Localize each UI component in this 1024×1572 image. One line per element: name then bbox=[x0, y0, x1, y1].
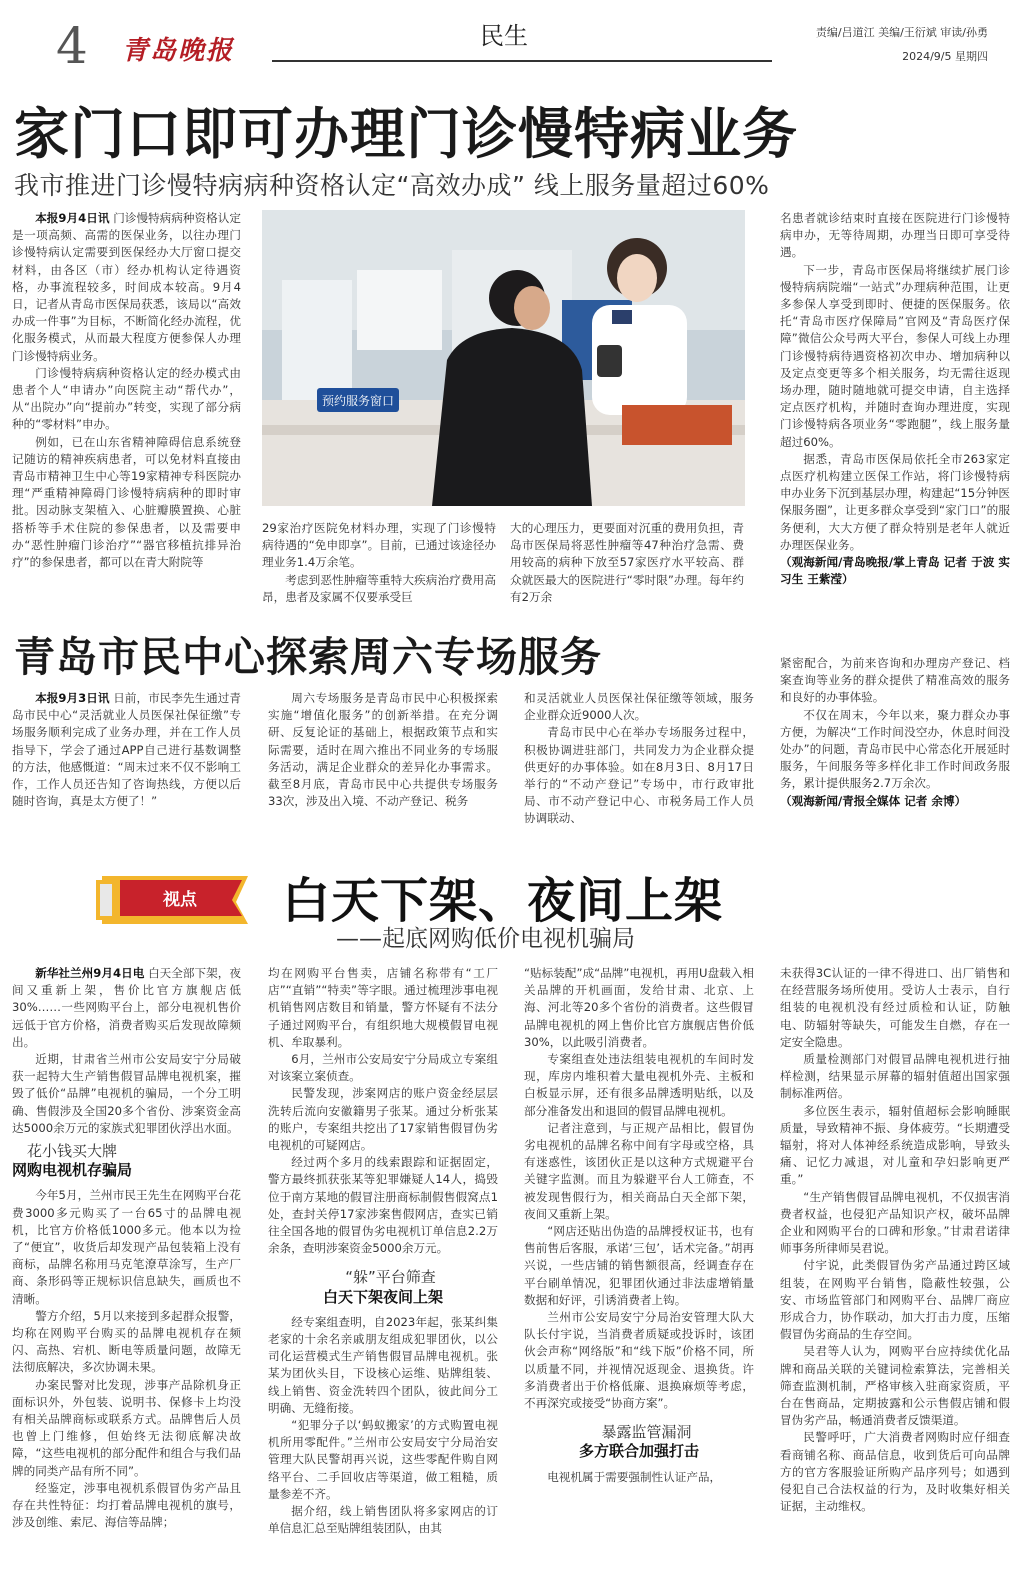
article3-col4-p1: 未获得3C认证的一律不得进口、出厂销售和在经营服务场所使用。受访人士表示，自行组装的电视机没有经过质检和认证，防触电、防辐射等缺失，可能发生自燃，存在一定安全隐患。 bbox=[780, 966, 1010, 1049]
article1-subheadline: 我市推进门诊慢特病病种资格认定“高效办成” 线上服务量超过60% bbox=[14, 171, 770, 200]
article3-col1-p4: 警方介绍，5月以来接到多起群众报警，均称在网购平台购买的品牌电视机存在频闪、高热、宕机、断电等质量问题，故障无法彻底解决，多次协调未果。 bbox=[12, 1308, 241, 1375]
article3-col2-p5: 经专案组查明，自2023年起，张某纠集老家的十余名亲戚朋友组成犯罪团伙，以公司化运营模式生产销售假冒品牌电视机。张某为团伙头目，下设核心运维、贴牌组装、线上销售、资金洗转四个团队，彼此间分工明确、无缝衔接。 bbox=[268, 1314, 498, 1415]
article3-col1-p2: 近期，甘肃省兰州市公安局安宁分局破获一起特大生产销售假冒品牌电视机案，摧毁了低价“品牌”电视机的骗局，一个分工明确、售假涉及全国20多个省份、涉案资金高达5000余万元的家族式犯罪团伙浮出水面。 bbox=[12, 1052, 241, 1135]
article1-col2-p1: 29家治疗医院免材料办理，实现了门诊慢特病待遇的“免申即享”。目前，已通过该途径办理业务1.4万余笔。 bbox=[262, 521, 496, 570]
article3-col2-p7: 据介绍，线上销售团队将多家网店的订单信息汇总至贴牌组装团队，由其 bbox=[268, 1504, 498, 1536]
article3-col4-p5: 付宇说，此类假冒伪劣产品通过跨区域组装，在网购平台销售，隐蔽性较强，公安、市场监管部门和网购平台、品牌厂商应形成合力，协作联动，加大打击力度，压缩假冒伪劣商品的生存空间。 bbox=[780, 1258, 1010, 1342]
article2-column-3 bbox=[524, 690, 754, 830]
article3-column-4 bbox=[780, 965, 1010, 1565]
article2-col2-p1: 周六专场服务是青岛市民中心积极探索实施“增值化服务”的创新举措。在充分调研、反复论证的基础上，根据政策节点和实际需要，适时在周六推出不同业务的专场服务活动，满足企业群众的差异化办事需求。截至8月底，青岛市民中心共提供专场服务33次，涉及出入境、不动产登记、税务 bbox=[268, 691, 498, 809]
dateline: 本报9月4日讯 bbox=[35, 211, 110, 225]
article3-col2-p2: 6月，兰州市公安局安宁分局成立专案组对该案立案侦查。 bbox=[268, 1052, 498, 1084]
article1-col1-p3: 例如，已在山东省精神障碍信息系统登记随访的精神疾病患者，可以免材料直接由青岛市精神卫生中心等19家精神专科医院办理“严重精神障碍门诊慢特病病种的即时审批。因动脉支架植入、心脏瓣膜置换、心脏搭桥等手术住院的参保患者，以及需要申办“恶性肿瘤门诊治疗”“器官移植抗排异治疗”的参保患者，都可以在青大附院等 bbox=[12, 434, 241, 570]
article3-headline: 白天下架、夜间上架 bbox=[282, 873, 724, 929]
editor-credits: 责编/吕道江 美编/王衍斌 审读/孙勇 bbox=[815, 26, 988, 39]
article3-col4-p7: 民警呼吁，广大消费者网购时应仔细查看商铺名称、商品信息，收到货后可向品牌方的官方客服验证所购产品序列号；如遇到侵犯自己合法权益的行为，及时收集好相关证据，主动维权。 bbox=[780, 1430, 1010, 1514]
article3-col4-p2: 质量检测部门对假冒品牌电视机进行抽样检测，结果显示屏幕的辐射值超出国家强制标准两倍。 bbox=[780, 1052, 1010, 1101]
article3-col2-p3: 民警发现，涉案网店的账户资金经层层洗转后流向安徽籍男子张某。通过分析张某的账户，专案组共挖出了17家销售假冒伪劣电视机的可疑网店。 bbox=[268, 1086, 498, 1153]
article1-column-4 bbox=[780, 210, 1010, 610]
article1-col1-p2: 门诊慢特病病种资格认定的经办模式由患者个人“申请办”向医院主动“帮代办”，从“出院办”向“提前办”转变，实现了部分病种的“零材料”申办。 bbox=[12, 365, 241, 432]
article3-col3-p6: 电视机属于需要强制性认证产品， bbox=[547, 1469, 722, 1484]
article3-col1-subhead-lead: 花小钱买大牌 bbox=[27, 1142, 118, 1161]
article3-col2-p4: 经过两个多月的线索跟踪和证据固定，警方最终抓获张某等犯罪嫌疑人14人，捣毁位于南方某地的假冒注册商标制假售假窝点1处，查封关停17家涉案售假网店，查实已销往全国各地的假冒伪劣电视机订单信息2.2万余条，查明涉案资金5000余万元。 bbox=[268, 1155, 498, 1256]
article1-col3-p1: 大的心理压力，更要面对沉重的费用负担，青岛市医保局将恶性肿瘤等47种治疗急需、费用较高的病种下放至57家医疗水平较高、群众就医最大的医院进行“零时限”办理。每年约有2万余 bbox=[510, 521, 744, 604]
article2-column-1 bbox=[12, 690, 241, 830]
article1-col4-p1: 名患者就诊结束时直接在医院进行门诊慢特病申办，无等待周期，办理当日即可享受待遇。 bbox=[780, 211, 1010, 260]
article1-headline: 家门口即可办理门诊慢特病业务 bbox=[14, 102, 799, 166]
page-number: 4 bbox=[56, 17, 88, 75]
article2-column-4 bbox=[780, 655, 1010, 830]
viewpoint-tag-banner bbox=[96, 870, 256, 928]
newspaper-logo: 青岛晚报 bbox=[122, 36, 235, 66]
article3-col1-p1-body: 白天全部下架，夜间又重新上架，售价比官方旗舰店低30%……一些网购平台上，部分电视机售价远低于官方价格，消费者购买后发现故障频出。 bbox=[12, 966, 241, 1049]
dateline: 本报9月3日讯 bbox=[35, 691, 110, 705]
article2-headline: 青岛市民中心探索周六专场服务 bbox=[14, 633, 602, 681]
article3-col3-p3: 记者注意到，与正规产品相比，假冒伪劣电视机的品牌名称中间有字母或空格，具有迷惑性，该团伙正是以这种方式规避平台关键字监测。而且为躲避平台人工筛查，不被发现售假行为，相关商品白天全部下架，夜间又重新上架。 bbox=[524, 1120, 754, 1221]
article1-column-1 bbox=[12, 210, 241, 610]
article1-column-2 bbox=[262, 520, 496, 612]
article2-col4-p2: 不仅在周末，今年以来，聚力群众办事方便，为解决“工作时间没空办，休息时间没处办”的问题，青岛市民中心常态化开展延时服务，午间服务等多样化非工作时间政务服务，累计提供服务2.7万余次。 bbox=[780, 707, 1010, 791]
article2-col1-p1-body: 日前，市民李先生通过青岛市民中心“灵活就业人员医保社保征缴”专场服务顺利完成了业务办理，并在工作人员指导下，学会了通过APP自己进行基数调整的方法，他感慨道：“周末过来不仅不影响工作，工作人员还告知了咨询热线，方便以后随时咨询，真是太方便了！” bbox=[12, 691, 241, 809]
article3-column-1 bbox=[12, 965, 241, 1565]
photo-sign-text: 预约服务窗口 bbox=[321, 394, 395, 408]
article3-col3-p1: “贴标装配”成“品牌”电视机，再用U盘载入相关品牌的开机画面，发给甘肃、北京、上海、河北等20多个省份的消费者。这些假冒品牌电视机的网上售价比官方旗舰店售价低30%，以此吸引消费者。 bbox=[524, 966, 754, 1049]
article2-col4-p1: 紧密配合，为前来咨询和办理房产登记、档案查询等业务的群众提供了精准高效的服务和良好的办事体验。 bbox=[780, 656, 1010, 705]
viewpoint-tag-text: 视点 bbox=[163, 890, 197, 910]
article1-byline: （观海新闻/青岛晚报/掌上青岛 记者 于波 实习生 王紫滢） bbox=[780, 555, 1010, 587]
article1-col4-p3: 据悉，青岛市医保局依托全市263家定点医疗机构建立医保工作站，将门诊慢特病申办业务下沉到基层办理，构建起“15分钟医保服务圈”，让更多群众享受到“家门口”的服务便利，大大方便了群众特别是老年人就近办理医保业务。 bbox=[780, 451, 1010, 552]
article3-col1-p3: 今年5月，兰州市民王先生在网购平台花费3000多元购买了一台65寸的品牌电视机，比官方价格低1000多元。他本以为捡了“便宜”，收货后却发现产品包装箱上没有商标，品牌名称用马克笔潦草涂写，生产厂商、条形码等正规标识信息缺失，画质也不清晰。 bbox=[12, 1188, 241, 1306]
article3-col4-p3: 多位医生表示，辐射值超标会影响睡眠质量，导致精神不振、身体疲劳。“长期遭受辐射，将对人体神经系统造成影响，导致头痛、记忆力减退，对儿童和孕妇影响更严重。” bbox=[780, 1103, 1010, 1187]
article3-column-2 bbox=[268, 965, 498, 1565]
article1-column-3 bbox=[510, 520, 744, 612]
article2-col3-p1: 和灵活就业人员医保社保征缴等领域，服务企业群众近9000人次。 bbox=[524, 691, 754, 723]
issue-date: 2024/9/5 星期四 bbox=[902, 50, 988, 63]
article3-col3-subhead-lead: 暴露监管漏洞 bbox=[601, 1423, 692, 1442]
article2-column-2 bbox=[268, 690, 498, 830]
article3-col1-subhead-main: 网购电视机存骗局 bbox=[12, 1161, 133, 1180]
article3-subheadline: ——起底网购低价电视机骗局 bbox=[336, 926, 635, 952]
article3-col2-p1: 均在网购平台售卖，店铺名称带有“工厂店”“直销”“特卖”等字眼。通过梳理涉事电视机销售网店数目和销量，警方怀疑有不法分子通过网购平台，有组织地大规模假冒电视机、牟取暴利。 bbox=[268, 966, 498, 1049]
dateline: 新华社兰州9月4日电 bbox=[35, 966, 145, 980]
article3-column-3 bbox=[524, 965, 754, 1565]
article3-col1-p5: 办案民警对比发现，涉事产品除机身正面标识外，外包装、说明书、保修卡上均没有相关品牌商标或联系方式。品牌售后人员也曾上门维修，但始终无法彻底解决故障，“这些电视机的部分配件和组合与我们品牌的同类产品有所不同”。 bbox=[12, 1377, 241, 1478]
article1-col2-p2: 考虑到恶性肿瘤等重特大疾病治疗费用高昂，患者及家属不仅要承受巨 bbox=[262, 572, 496, 604]
article3-col1-p6: 经鉴定，涉事电视机系假冒伪劣产品且存在共性特征：均打着品牌电视机的旗号，涉及创维、索尼、海信等品牌； bbox=[12, 1480, 241, 1530]
article3-col3-p2: 专案组查处违法组装电视机的车间时发现，库房内堆积着大量电视机外壳、主板和白板显示屏，还有很多品牌透明贴纸，以及部分准备发出和退回的假冒品牌电视机。 bbox=[524, 1052, 754, 1118]
article3-col4-p6: 吴君等人认为，网购平台应持续优化品牌和商品关联的关键词检索算法，完善相关筛查监测机制，严格审核入驻商家资质，平台在售商品，定期披露和公示售假店铺和假冒伪劣产品，畅通消费者反馈渠道。 bbox=[780, 1344, 1010, 1428]
article3-col3-subhead-main: 多方联合加强打击 bbox=[578, 1442, 699, 1461]
article1-col1-p1-body: 门诊慢特病病种资格认定是一项高频、高需的医保业务，以往办理门诊慢特病认定需要到医保经办大厅窗口提交材料，由各区（市）经办机构认定待遇资格，办事流程较多，时间成本较高。9月4日，记者从青岛市医保局获悉，该局以“高效办成一件事”为目标，不断简化经办流程，优化服务模式，从而最大程度方便参保人办理门诊慢特病业务。 bbox=[12, 211, 241, 363]
article3-col3-p5: 兰州市公安局安宁分局治安管理大队大队长付宇说，当消费者质疑或投诉时，该团伙会声称“网络版”和“线下版”价格不同，所以质量不同，并视情况返现金、退换货。许多消费者出于价格低廉、退换麻烦等考虑，不再深究或接受“协商方案”。 bbox=[524, 1310, 754, 1411]
article3-col2-subhead-main: 白天下架夜间上架 bbox=[322, 1287, 443, 1306]
article2-byline: （观海新闻/青报全媒体 记者 余博） bbox=[780, 793, 967, 808]
article3-col2-subhead-lead: “躲”平台筛查 bbox=[345, 1268, 436, 1287]
section-title: 民生 bbox=[480, 22, 528, 50]
article3-col2-p6: “犯罪分子以‘蚂蚁搬家’的方式购置电视机所用零配件。”兰州市公安局安宁分局治安管理大队民警胡再兴说，这些零配件购自网络平台、二手回收店等渠道，做工粗糙，质量参差不齐。 bbox=[268, 1418, 498, 1501]
article3-col4-p4: “生产销售假冒品牌电视机，不仅损害消费者权益，也侵犯产品知识产权，破坏品牌企业和网购平台的口碑和形象。”甘肃君诺律师事务所律师吴君说。 bbox=[780, 1189, 1010, 1256]
article3-col3-p4: “网店还贴出伪造的品牌授权证书，也有售前售后客服，承诺‘三包’，话术完备。”胡再兴说，一些店铺的销售额很高，经调查存在平台刷单情况，犯罪团伙通过非法虚增销量数据和好评，引诱消费者上钩。 bbox=[524, 1224, 754, 1307]
article1-col4-p2: 下一步，青岛市医保局将继续扩展门诊慢特病病院端“一站式”办理病种范围，让更多参保人享受到即时、便捷的医保服务。依托“青岛市医疗保障局”官网及“青岛医疗保障”微信公众号两大平台，参保人可线上办理门诊慢特病待遇资格初次申办、增加病种以及定点变更等多个相关服务，均无需往返现场办理，随时随地就可提交申请，自主选择定点医疗机构，并随时查询办理进度，实现门诊慢特病各项业务“零跑腿”，线上服务量超过60%。 bbox=[780, 262, 1010, 449]
article2-col3-p2: 青岛市民中心在举办专场服务过程中，积极协调进驻部门，共同发力为企业群众提供更好的办事体验。如在8月3日、8月17日举行的“不动产登记”专场中，市行政审批局、市不动产登记中心、市税务局工作人员协调联动、 bbox=[524, 725, 754, 826]
masthead-rule bbox=[272, 60, 772, 62]
article1-photo bbox=[262, 210, 745, 506]
